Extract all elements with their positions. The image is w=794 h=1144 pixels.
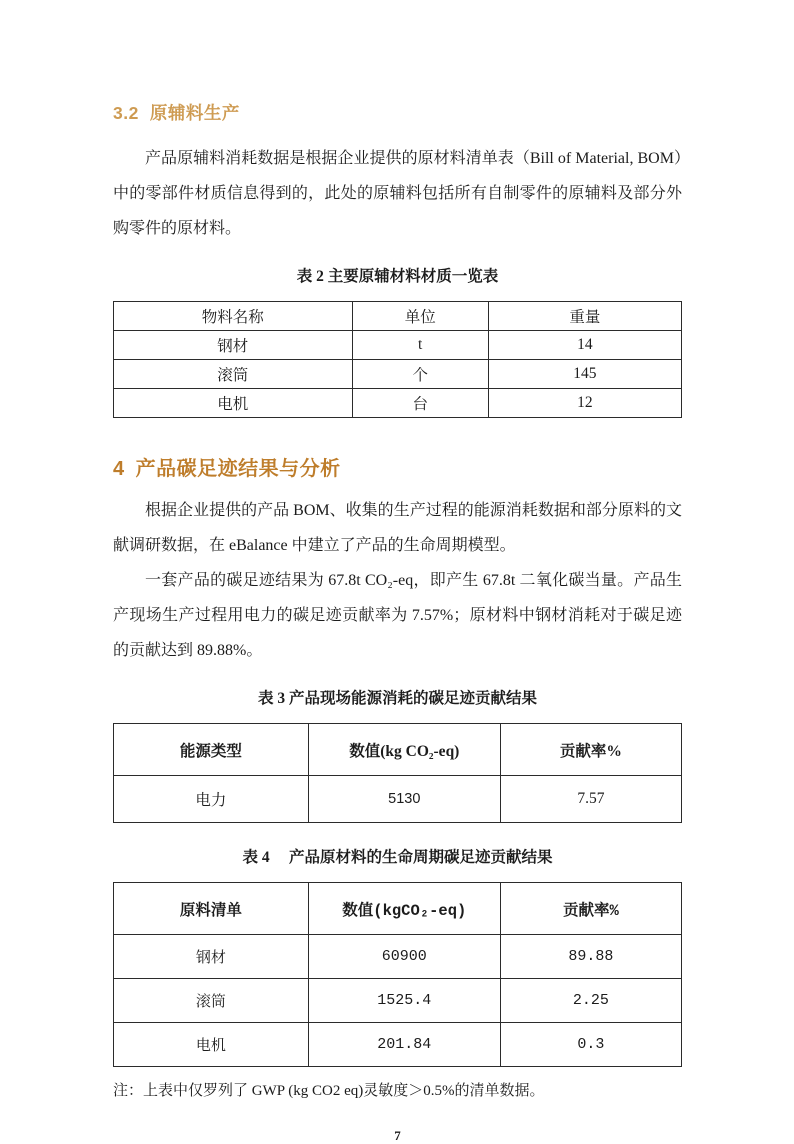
table4-cell-0-1: 60900 (308, 935, 500, 979)
table2-header-col-2: 重量 (488, 302, 681, 331)
section-heading-4 (113, 452, 682, 481)
table3-cell-0-2: 7.57 (500, 776, 681, 823)
table2-cell-0-0: 钢材 (114, 331, 353, 360)
table-material-contribution (113, 882, 682, 1067)
table3-header-col-1: 数值(kg CO₂-eq) (308, 724, 500, 776)
table-energy-contribution (113, 723, 682, 823)
page-number: 7 (394, 1128, 401, 1143)
section-number: 3.2 (113, 103, 139, 123)
table2-cell-1-2: 145 (488, 360, 681, 389)
section-number: 4 (113, 458, 125, 480)
table3-row-0 (114, 776, 682, 823)
paragraph-model: 根据企业提供的产品 BOM、收集的生产过程的能源消耗数据和部分原料的文献调研数据，在 eBalance 中建立了产品的生命周期模型。 (113, 502, 682, 554)
table4-cell-1-0: 滚筒 (114, 979, 309, 1023)
table2-row-2 (114, 389, 682, 418)
table2-cell-1-0: 滚筒 (114, 360, 353, 389)
table2-cell-2-0: 电机 (114, 389, 353, 418)
table4-cell-1-2: 2.25 (500, 979, 681, 1023)
table2-caption: 表 2 主要原辅材料材质一览表 (296, 268, 499, 285)
table3-header-col-0: 能源类型 (114, 724, 309, 776)
table4-caption: 表 4 产品原材料的生命周期碳足迹贡献结果 (242, 849, 553, 866)
table4-header-col-2: 贡献率% (500, 883, 681, 935)
table4-row-1 (114, 979, 682, 1023)
table4-cell-1-1: 1525.4 (308, 979, 500, 1023)
table4-cell-0-0: 钢材 (114, 935, 309, 979)
table4-row-2 (114, 1023, 682, 1067)
table-materials-list (113, 301, 682, 418)
table2-cell-2-1: 台 (352, 389, 488, 418)
table2-header-row (114, 302, 682, 331)
paragraph-raw-materials: 产品原辅料消耗数据是根据企业提供的原材料清单表（Bill of Material, BOM）中的零部件材质信息得到的，此处的原辅料包括所有自制零件的原辅料及部分外购零件的原材料。 (113, 150, 682, 237)
section-heading-3-2 (113, 100, 682, 125)
table4-cell-0-2: 89.88 (500, 935, 681, 979)
table2-header-col-1: 单位 (352, 302, 488, 331)
table4-cell-2-1: 201.84 (308, 1023, 500, 1067)
table4-cell-2-0: 电机 (114, 1023, 309, 1067)
table4-cell-2-2: 0.3 (500, 1023, 681, 1067)
table2-header-col-0: 物料名称 (114, 302, 353, 331)
table4-header-row (114, 883, 682, 935)
table4-header-col-0: 原料清单 (114, 883, 309, 935)
table2-cell-0-2: 14 (488, 331, 681, 360)
table-note: 注：上表中仅罗列了 GWP (kg CO2 eq)灵敏度＞0.5%的清单数据。 (113, 1083, 545, 1099)
table2-row-1 (114, 360, 682, 389)
table4-row-0 (114, 935, 682, 979)
paragraph-results: 一套产品的碳足迹结果为 67.8t CO₂-eq，即产生 67.8t 二氧化碳当量。产品生产现场生产过程用电力的碳足迹贡献率为 7.57%；原材料中钢材消耗对于碳足迹的贡献达到 89.88%。 (113, 572, 682, 659)
table3-caption: 表 3 产品现场能源消耗的碳足迹贡献结果 (257, 690, 537, 707)
table2-cell-1-1: 个 (352, 360, 488, 389)
table4-header-col-1: 数值(kgCO₂-eq) (308, 883, 500, 935)
table3-cell-0-1: 5130 (308, 776, 500, 823)
table2-cell-0-1: t (352, 331, 488, 360)
section-title: 原辅料生产 (149, 103, 240, 123)
table3-header-col-2: 贡献率% (500, 724, 681, 776)
table3-cell-0-0: 电力 (114, 776, 309, 823)
table2-cell-2-2: 12 (488, 389, 681, 418)
section-title: 产品碳足迹结果与分析 (135, 458, 341, 480)
table3-header-row (114, 724, 682, 776)
table2-row-0 (114, 331, 682, 360)
